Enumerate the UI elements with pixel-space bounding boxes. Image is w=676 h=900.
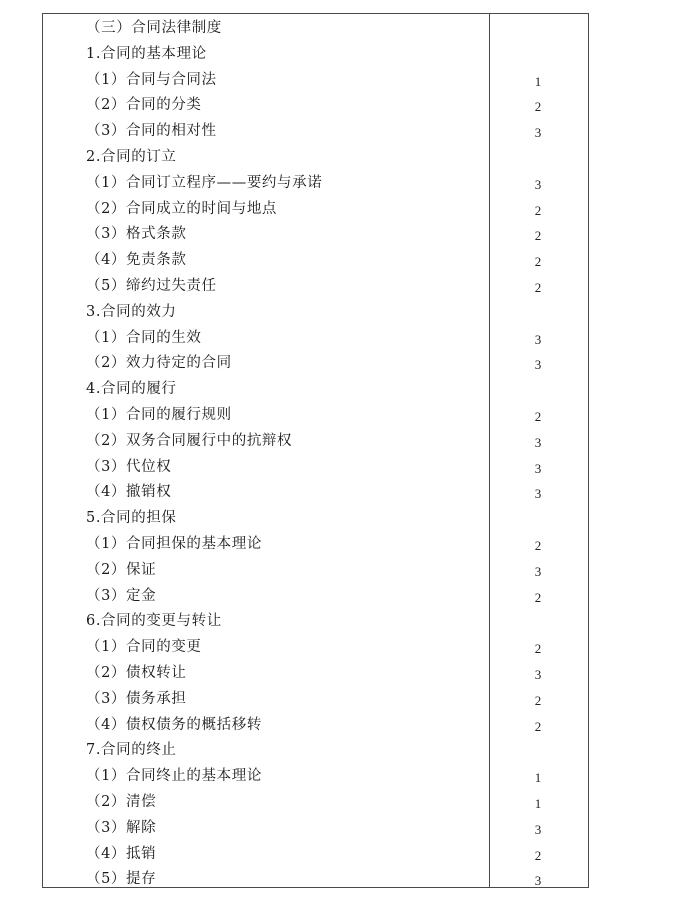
section-title: （三）合同法律制度 [86, 20, 222, 36]
topic-heading: 4.合同的履行 [86, 381, 177, 398]
hours-cell: 3 [534, 176, 542, 192]
topic-item-label: （1）合同终止的基本理论 [86, 768, 262, 785]
hours-cell [530, 506, 546, 532]
topic-item-label: （3）债务承担 [86, 690, 187, 707]
hours-cell: 2 [534, 279, 542, 295]
topic-item-row [42, 687, 589, 713]
topic-item-label: （4）债权债务的概括移转 [86, 716, 262, 733]
hours-cell: 2 [534, 202, 542, 218]
topic-item-row [42, 790, 589, 816]
hours-cell: 2 [534, 692, 542, 708]
topic-item-row [42, 171, 589, 197]
topic-item-row [42, 816, 589, 842]
hours-cell [530, 300, 546, 326]
topic-item-label: （3）格式条款 [86, 226, 187, 243]
topic-item-row [42, 558, 589, 584]
topic-heading-row [42, 609, 589, 635]
topic-item-label: （4）免责条款 [86, 252, 187, 269]
topic-item-row [42, 222, 589, 248]
hours-cell: 2 [534, 641, 542, 657]
topic-item-label: （3）定金 [86, 587, 157, 604]
section-title-row [42, 16, 589, 42]
topic-item-row [42, 480, 589, 506]
hours-cell: 3 [534, 331, 542, 347]
topic-heading: 5.合同的担保 [86, 510, 177, 527]
topic-item-label: （5）提存 [86, 871, 157, 888]
topic-item-label: （3）代位权 [86, 458, 172, 475]
topic-item-row [42, 68, 589, 94]
topic-item-row [42, 248, 589, 274]
topic-item-label: （2）效力待定的合同 [86, 355, 232, 372]
topic-item-row [42, 764, 589, 790]
topic-item-row [42, 326, 589, 352]
topic-item-label: （1）合同的履行规则 [86, 406, 232, 423]
topic-item-row [42, 635, 589, 661]
hours-cell: 3 [534, 125, 542, 141]
hours-cell [530, 42, 546, 68]
hours-cell: 2 [534, 228, 542, 244]
topic-item-label: （1）合同的生效 [86, 329, 202, 346]
topic-item-row [42, 351, 589, 377]
topic-heading-row [42, 42, 589, 68]
topic-item-row [42, 842, 589, 868]
topic-heading-row [42, 506, 589, 532]
topic-heading: 2.合同的订立 [86, 148, 177, 165]
topic-item-label: （2）债权转让 [86, 664, 187, 681]
topic-item-row [42, 119, 589, 145]
topic-item-row [42, 661, 589, 687]
hours-cell: 3 [534, 460, 542, 476]
syllabus-rows [42, 16, 589, 893]
topic-item-label: （3）合同的相对性 [86, 123, 217, 140]
topic-item-row [42, 455, 589, 481]
hours-cell [530, 738, 546, 764]
hours-cell: 1 [534, 795, 542, 811]
topic-item-label: （3）解除 [86, 819, 157, 836]
topic-heading-row [42, 738, 589, 764]
hours-cell: 3 [534, 563, 542, 579]
hours-cell: 2 [534, 847, 542, 863]
topic-item-label: （1）合同订立程序——要约与承诺 [86, 174, 323, 191]
hours-cell: 2 [534, 254, 542, 270]
hours-cell: 2 [534, 537, 542, 553]
hours-cell: 3 [534, 434, 542, 450]
topic-item-label: （2）合同成立的时间与地点 [86, 200, 278, 217]
topic-item-label: （2）保证 [86, 561, 157, 578]
topic-item-label: （1）合同担保的基本理论 [86, 535, 262, 552]
topic-item-row [42, 274, 589, 300]
topic-item-label: （2）双务合同履行中的抗辩权 [86, 432, 293, 449]
topic-item-label: （1）合同的变更 [86, 639, 202, 656]
topic-item-label: （1）合同与合同法 [86, 71, 217, 88]
hours-cell: 3 [534, 821, 542, 837]
hours-cell: 2 [534, 718, 542, 734]
hours-cell: 2 [534, 99, 542, 115]
topic-heading: 1.合同的基本理论 [86, 45, 207, 62]
topic-item-row [42, 867, 589, 893]
topic-item-label: （4）抵销 [86, 845, 157, 862]
topic-heading: 6.合同的变更与转让 [86, 613, 222, 630]
topic-item-label: （4）撤销权 [86, 484, 172, 501]
hours-cell: 1 [534, 73, 542, 89]
hours-cell [530, 145, 546, 171]
hours-cell: 3 [534, 357, 542, 373]
topic-item-row [42, 197, 589, 223]
topic-item-row [42, 532, 589, 558]
hours-cell [530, 609, 546, 635]
topic-item-label: （2）合同的分类 [86, 97, 202, 114]
topic-item-row [42, 429, 589, 455]
topic-item-row [42, 403, 589, 429]
topic-item-row [42, 93, 589, 119]
hours-cell: 3 [534, 873, 542, 889]
topic-heading: 7.合同的终止 [86, 742, 177, 759]
topic-item-row [42, 713, 589, 739]
topic-item-row [42, 584, 589, 610]
topic-item-label: （5）缔约过失责任 [86, 277, 217, 294]
hours-cell: 2 [534, 589, 542, 605]
hours-cell [530, 377, 546, 403]
topic-heading-row [42, 377, 589, 403]
topic-heading: 3.合同的效力 [86, 303, 177, 320]
topic-heading-row [42, 145, 589, 171]
topic-item-label: （2）清偿 [86, 793, 157, 810]
hours-cell: 1 [534, 770, 542, 786]
hours-cell: 3 [534, 666, 542, 682]
topic-heading-row [42, 300, 589, 326]
hours-cell: 3 [534, 486, 542, 502]
hours-cell: 2 [534, 408, 542, 424]
